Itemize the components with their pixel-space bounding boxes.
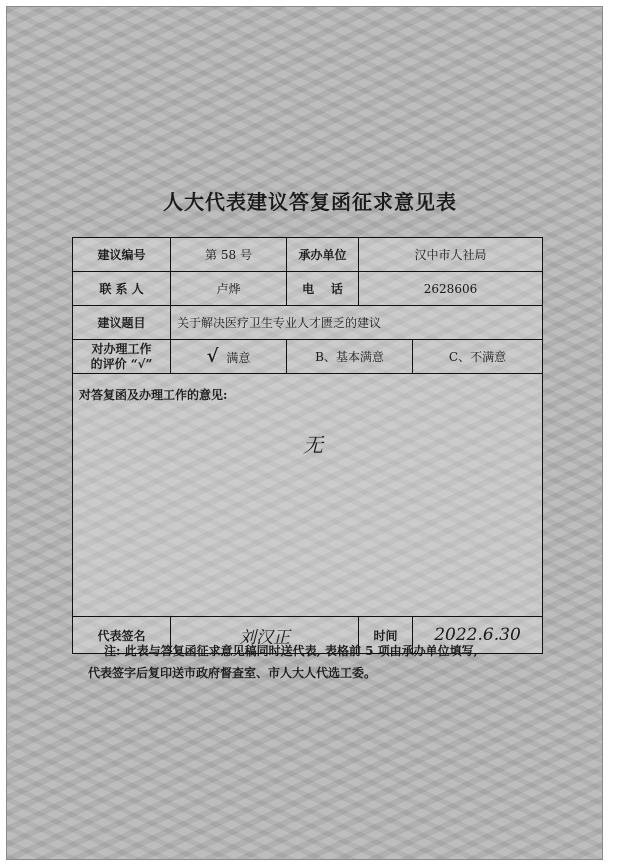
opinion-handwritten-mark: 无 [303, 433, 323, 457]
opinion-area[interactable] [73, 374, 543, 617]
option-not-satisfied[interactable]: C、不满意 [413, 340, 543, 374]
note-line1-text: 注: 此表与答复函征求意见稿同时送代表, 表格前 5 项由承办单位填写, [104, 644, 478, 658]
label-contact-person: 联 系 人 [73, 272, 171, 306]
label-evaluation-line1: 对办理工作 [91, 341, 152, 356]
label-suggestion-topic: 建议题目 [73, 306, 171, 340]
option-satisfied-label: 满意 [226, 351, 251, 365]
option-basically-satisfied[interactable]: B、基本满意 [287, 340, 413, 374]
note-line1 [88, 640, 558, 662]
checkmark-icon: √ [206, 346, 219, 367]
label-signature: 代表签名 [73, 617, 171, 654]
row-opinion [73, 374, 543, 617]
form-note [88, 640, 558, 684]
label-handling-unit: 承办单位 [287, 238, 359, 272]
form-title: 人大代表建议答复函征求意见表 [163, 190, 457, 214]
row-evaluation [73, 340, 543, 374]
opinion-label: 对答复函及办理工作的意见: [79, 388, 228, 402]
note-line2: 代表签字后复印送市政府督查室、市人大人代选工委。 [88, 666, 377, 680]
label-suggestion-number: 建议编号 [73, 238, 171, 272]
label-time: 时间 [359, 617, 413, 654]
row-suggestion-number [73, 238, 543, 272]
signature-handwriting: 刘汉正 [239, 627, 290, 648]
row-topic [73, 306, 543, 340]
value-suggestion-topic: 关于解决医疗卫生专业人才匮乏的建议 [171, 306, 543, 340]
value-suggestion-number: 第 58 号 [171, 238, 287, 272]
suggestion-feedback-table [72, 237, 543, 654]
value-phone: 2628606 [359, 272, 543, 306]
value-contact-person: 卢烨 [171, 272, 287, 306]
time-handwriting: 2022.6.30 [434, 625, 521, 645]
option-satisfied[interactable] [171, 340, 287, 374]
label-evaluation-line2: 的评价 “√” [90, 356, 153, 371]
value-handling-unit: 汉中市人社局 [359, 238, 543, 272]
label-phone: 电 话 [287, 272, 359, 306]
row-contact [73, 272, 543, 306]
label-evaluation [73, 340, 171, 374]
